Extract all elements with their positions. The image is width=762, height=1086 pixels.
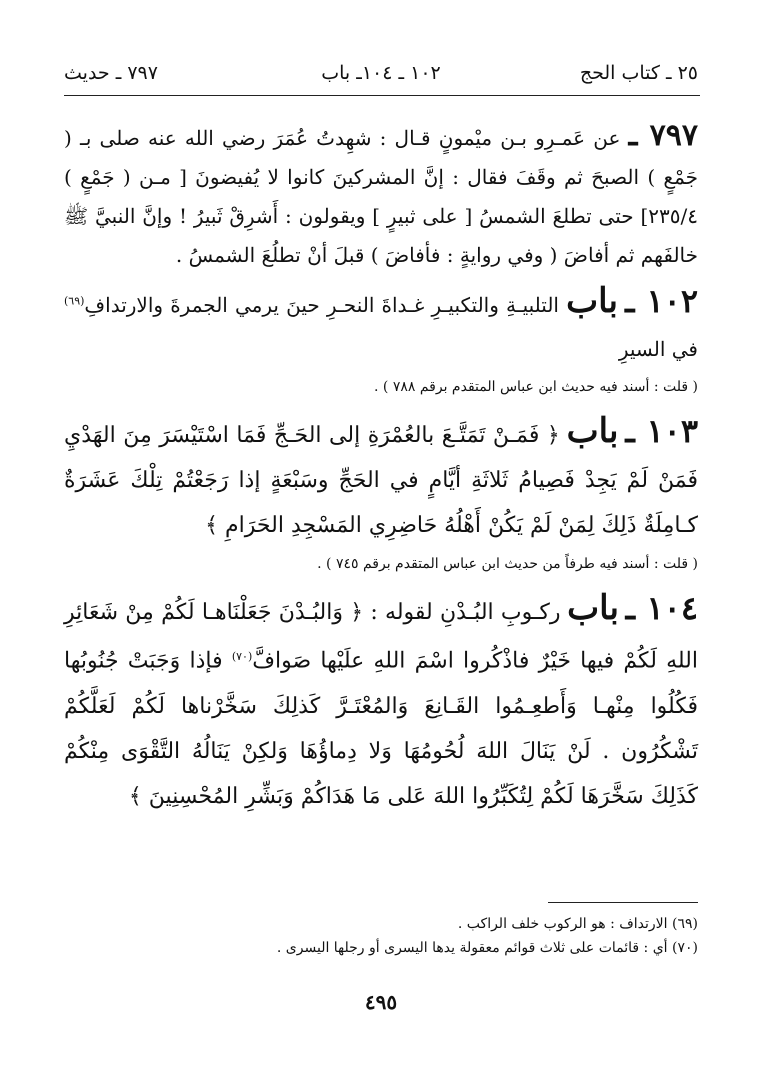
- bab-103-word: باب: [566, 411, 619, 451]
- page-number: ٤٩٥: [364, 990, 398, 1014]
- bab-102-word: باب: [566, 281, 618, 321]
- header-divider: [64, 95, 700, 96]
- bab-102-note: ( قلت : أسند فيه حديث ابن عباس المتقدم برقم ٧٨٨ ) .: [374, 379, 698, 395]
- header-section-range: ١٠٢ ـ ١٠٤ـ باب: [321, 62, 441, 84]
- hadith-797: [64, 116, 698, 275]
- running-header: [64, 58, 698, 88]
- footnote-ref-70: (٧٠): [231, 650, 253, 663]
- footnote-69: (٦٩) الارتداف : هو الركوب خلف الراكب .: [457, 916, 698, 932]
- bab-103-note: ( قلت : أسند فيه طرفاً من حديث ابن عباس المتقدم برقم ٧٤٥ ) .: [317, 556, 698, 572]
- bab-102-title-end: في السيرِ: [618, 337, 698, 361]
- footnote-divider: [548, 902, 698, 903]
- bab-103-verse: ﴿ فَمَـنْ تَمَتَّـعَ بالعُمْرَةِ إلى الحَـجِّ فَمَا اسْتَيْسَرَ مِنَ الهَدْيِ فَمَنْ لَمْ يَجِدْ فَصِيامُ ثَلاثَةِ أيَّامٍ في الحَجِّ وسَبْعَةٍ إذا رَجَعْتُمْ تِلْكَ عَشَرَةٌ كـامِلَةٌ ذَلِكَ لِمَنْ لَمْ يَكُنْ أَهْلُهُ حَاضِرِي المَسْجِدِ الحَرَامِ ﴾: [64, 423, 698, 538]
- header-chapter: ٢٥ ـ كتاب الحج: [579, 62, 698, 84]
- footnote-ref-69: (٦٩): [64, 294, 85, 308]
- main-text: [64, 110, 698, 819]
- bab-104-number: ١٠٤ ـ: [625, 589, 699, 627]
- bab-102: [64, 279, 698, 371]
- bab-103-number: ١٠٣ ـ: [625, 412, 699, 450]
- footnotes: [64, 912, 698, 960]
- bab-104-verse-end: فإذا وَجَبَتْ جُنُوبُها فَكُلُوا مِنْهـا وَأَطعِـمُوا القَـانِعَ وَالمُعْتَـرَّ كَذلِكَ سَخَّرْناها لَكُمْ لَعَلَّكُمْ تَشْكُرُون . لَنْ يَنَالَ اللهَ لُحُومُهَا وَلا دِماؤُهَا وَلكِنْ يَنَالُهُ التَّقْوَى مِنْكُمْ كَذَلِكَ سَخَّرَهَا لَكُمْ لِتُكَبِّرُوا اللهَ عَلى مَا هَدَاكُمْ وَبَشِّرِ المُحْسِنِينَ ﴾: [64, 648, 698, 809]
- bab-103: [64, 409, 698, 548]
- hadith-text: عن عَمـرِو بـن ميْمونٍ قـال : شهِدتُ عُمَرَ رضي الله عنه صلى بـ ( جَمْعٍ ) الصبحَ ثم وقَفَ فقال : إنَّ المشركينَ كانوا لا يُفيضونَ [ مـن ( جَمْعٍ ) ٢٣٥/٤] حتى تطلعَ الشمسُ [ على ثبيرٍ ] ويقولون : أَشرِقْ ثَبيرُ ! وإنَّ النبيَّ ﷺ خالفَهم ثم أفاضَ ( وفي روايةٍ : فأفاضَ ) قبلَ أنْ تطلُعَ الشمسُ .: [64, 126, 698, 267]
- bab-104: [64, 586, 698, 819]
- hadith-number: ٧٩٧ ـ: [628, 118, 699, 153]
- bab-104-verse: ركـوبِ البُـدْنِ لقوله : ﴿ وَالبُـدْنَ جَعَلْنَاهـا لَكُمْ مِنْ شَعَائِرِ اللهِ لَكُمْ فيها خَيْرٌ فاذْكُروا اسْمَ اللهِ علَيْها صَوافَّ: [64, 600, 698, 674]
- bab-102-number: ١٠٢ ـ: [625, 282, 699, 320]
- footnote-70: (٧٠) أي : قائمات على ثلاث قوائم معقولة يدها اليسرى أو رجلها اليسرى .: [276, 940, 698, 956]
- bab-102-title: التلبيـةِ والتكبيـرِ غـداةَ النحـرِ حينَ يرمي الجمرةَ والارتدافِ: [84, 293, 559, 317]
- header-hadith-number: ٧٩٧ ـ حديث: [64, 62, 158, 84]
- bab-104-word: باب: [567, 588, 620, 628]
